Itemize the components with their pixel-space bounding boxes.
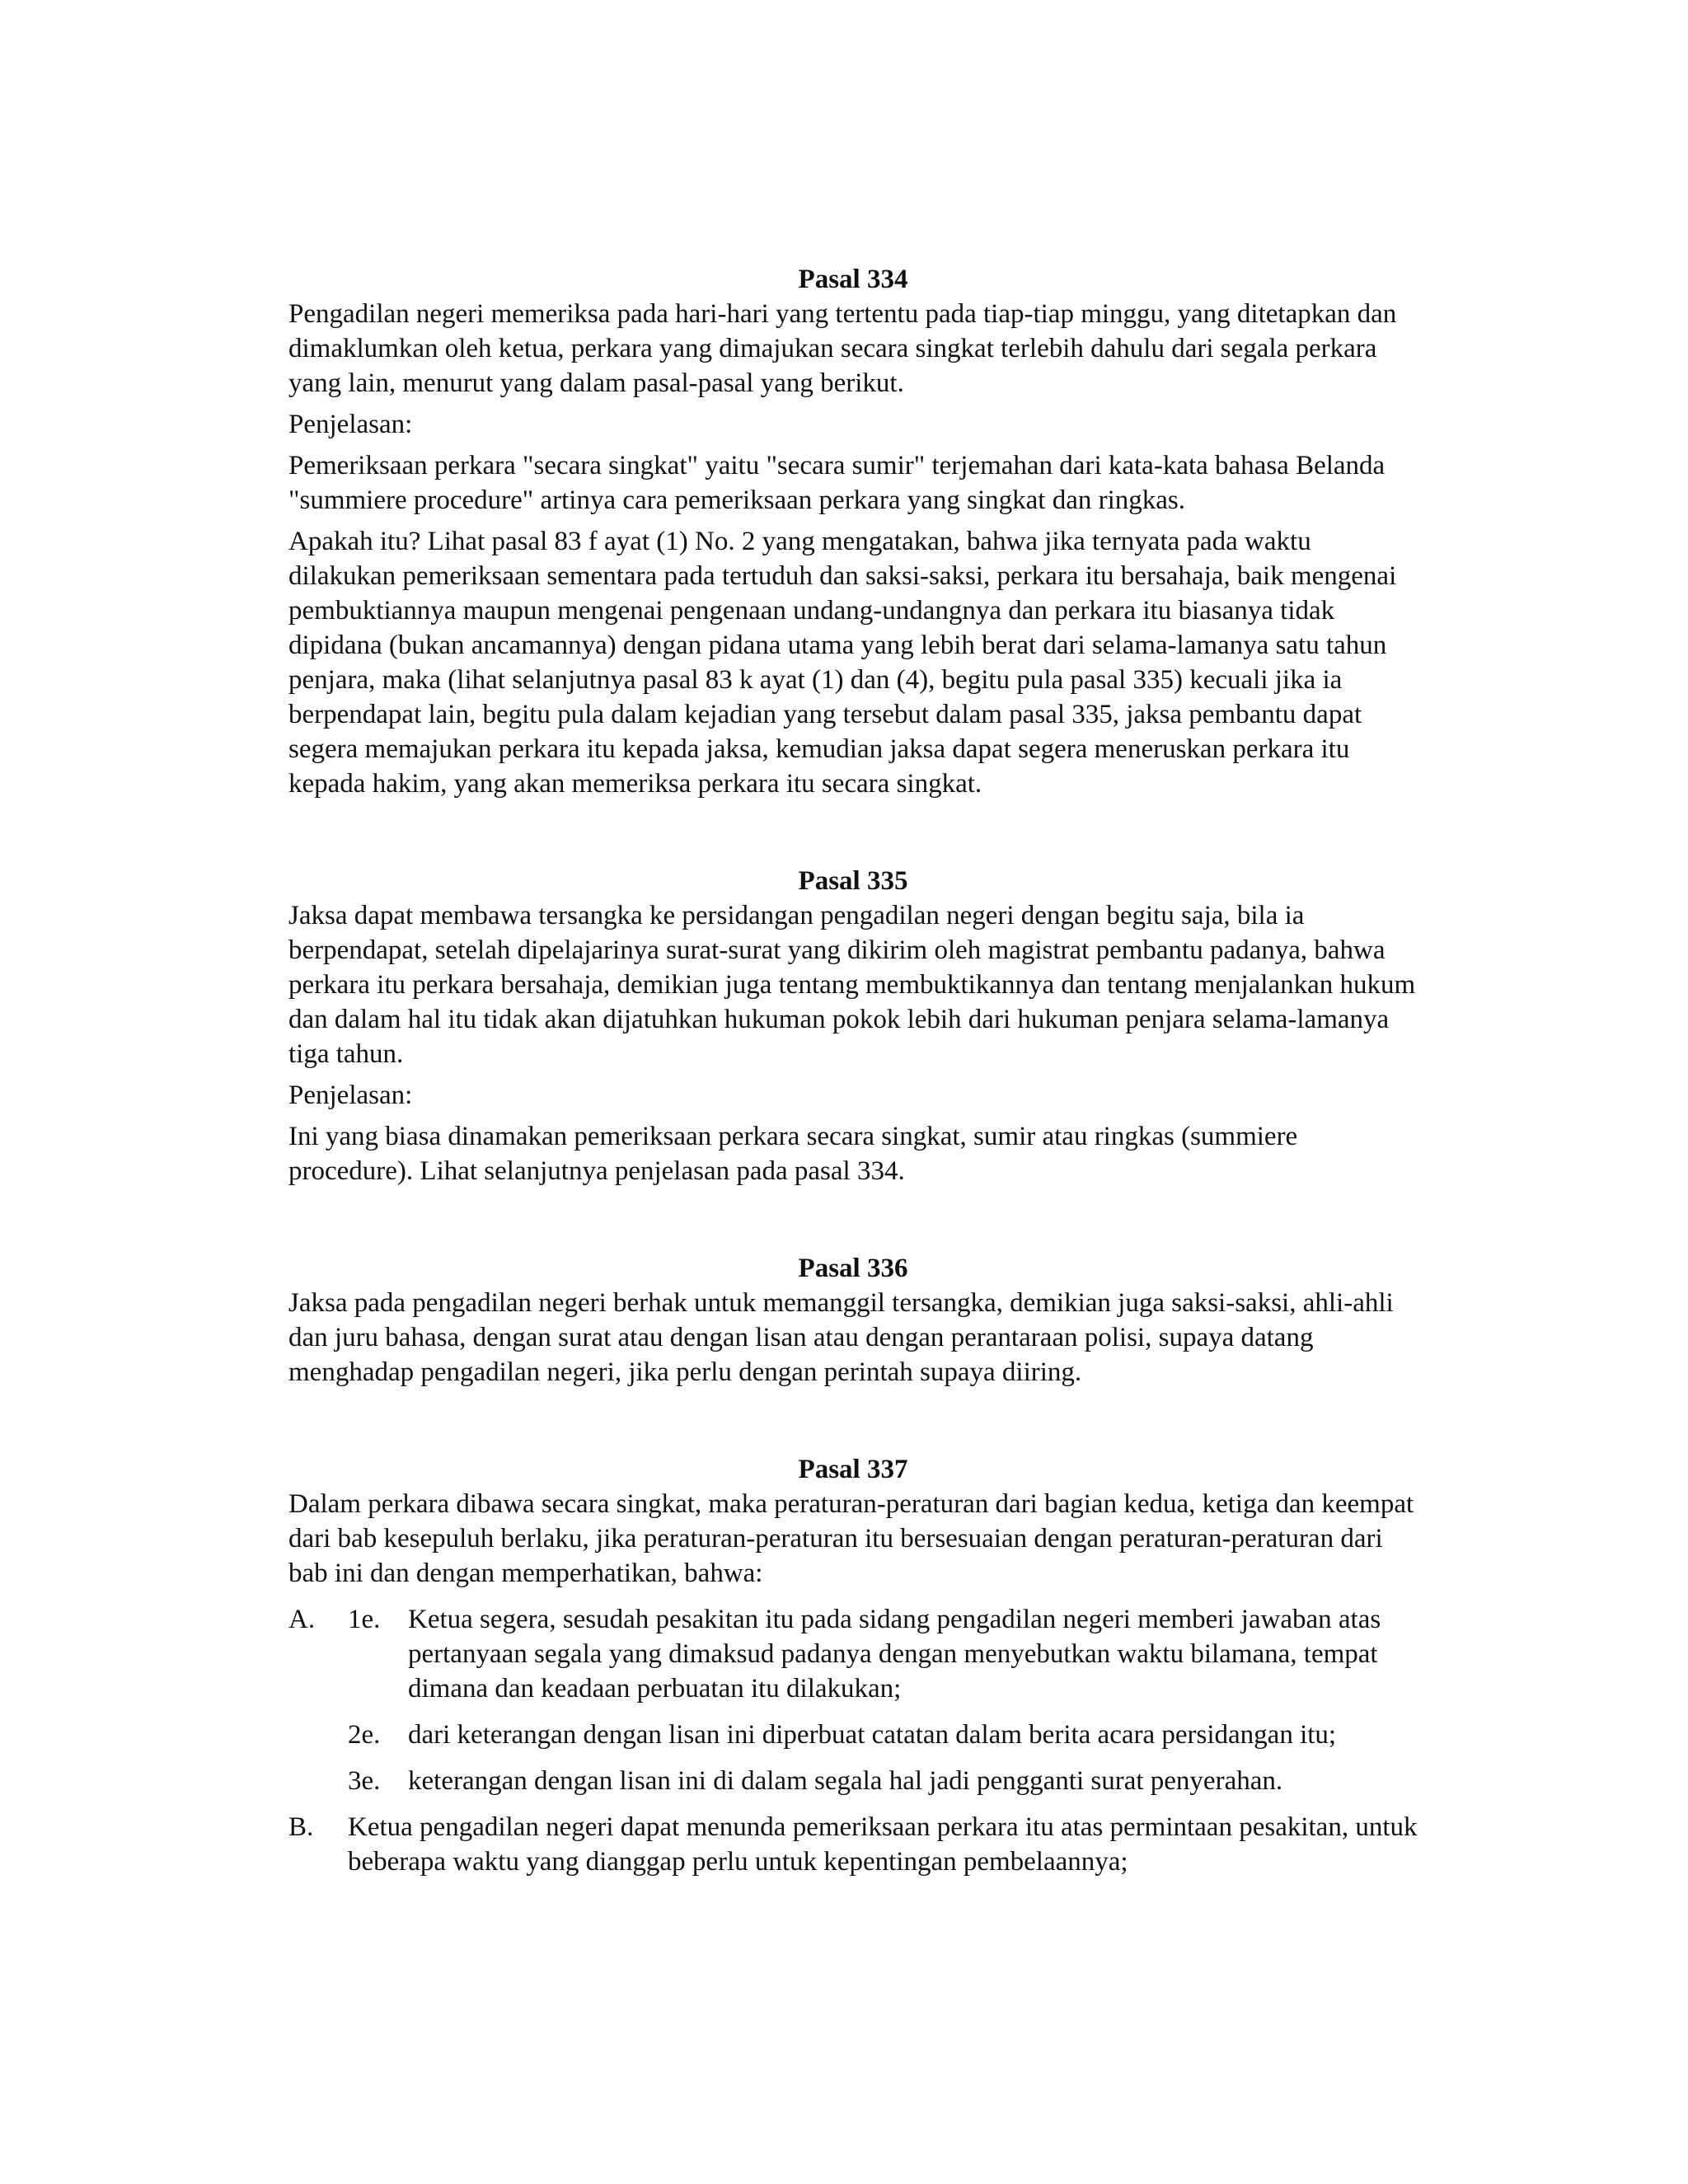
paragraph: Pengadilan negeri memeriksa pada hari-hari yang tertentu pada tiap-tiap minggu, yang ditetapkan dan dimaklumkan oleh ketua, perkara yang dimajukan secara singkat terlebih dahulu dari segala perkara yang lain, menurut yang dalam pasal-pasal yang berikut. (288, 299, 1397, 398)
paragraph: Pemeriksaan perkara "secara singkat" yaitu "secara sumir" terjemahan dari kata-kata bahasa Belanda "summiere procedure" artinya cara pemeriksaan perkara yang singkat dan ringkas. (288, 451, 1386, 515)
paragraph: Jaksa dapat membawa tersangka ke persidangan pengadilan negeri dengan begitu saja, bila ia berpendapat, setelah dipelajarinya surat-surat yang dikirim oleh magistrat pembantu padanya, bahwa perkara itu perkara bersahaja, demikian juga tentang membuktikannya dan tentang menjalankan hukum dan dalam hal itu tidak akan dijatuhkan hukuman pokok lebih dari hukuman penjara selama-lamanya tiga tahun. (288, 901, 1416, 1069)
paragraph: Apakah itu? Lihat pasal 83 f ayat (1) No. 2 yang mengatakan, bahwa jika ternyata pada waktu dilakukan pemeriksaan sementara pada tertuduh dan saksi-saksi, perkara itu bersahaja, baik mengenai pembuktiannya maupun mengenai pengenaan undang-undangnya dan perkara itu biasanya tidak dipidana (bukan ancamannya) dengan pidana utama yang lebih berat dari selama-lamanya satu tahun penjara, maka (lihat selanjutnya pasal 83 k ayat (1) dan (4), begitu pula pasal 335) kecuali jika ia berpendapat lain, begitu pula dalam kejadian yang tersebut dalam pasal 335, jaksa pembantu dapat segera memajukan perkara itu kepada jaksa, kemudian jaksa dapat segera meneruskan perkara itu kepada hakim, yang akan memeriksa perkara itu secara singkat. (288, 527, 1397, 799)
list-item-b (288, 1810, 1418, 1879)
list-subitem (288, 1602, 1418, 1706)
section-pasal-337 (288, 1452, 1418, 1879)
list-subitem (288, 1764, 1418, 1798)
paragraph: Dalam perkara dibawa secara singkat, maka peraturan-peraturan dari bagian kedua, ketiga dan keempat dari bab kesepuluh berlaku, jika peraturan-peraturan itu bersesuaian dengan peraturan-peraturan dari bab ini dan dengan memperhatikan, bahwa: (288, 1489, 1414, 1588)
section-title: Pasal 334 (798, 265, 908, 294)
list-letter: A. (288, 1605, 316, 1634)
list-letter: B. (288, 1812, 314, 1842)
paragraph: Jaksa pada pengadilan negeri berhak untuk memanggil tersangka, demikian juga saksi-saksi, ahli-ahli dan juru bahasa, dengan surat atau dengan lisan atau dengan perantaraan polisi, supaya datang menghadap pengadilan negeri, jika perlu dengan perintah supaya diiring. (288, 1288, 1394, 1387)
section-title: Pasal 336 (798, 1254, 908, 1283)
section-title: Pasal 337 (798, 1455, 908, 1484)
list-text: Ketua pengadilan negeri dapat menunda pemeriksaan perkara itu atas permintaan pesakitan, untuk beberapa waktu yang dianggap perlu untuk kepentingan pembelaannya; (348, 1812, 1418, 1877)
list-number: 2e. (348, 1720, 381, 1750)
document-page (288, 262, 1418, 1879)
list-item-a (288, 1602, 1418, 1798)
section-title: Pasal 335 (798, 866, 908, 896)
list-text: keterangan dengan lisan ini di dalam segala hal jadi pengganti surat penyerahan. (408, 1766, 1283, 1796)
list-subitem (288, 1718, 1418, 1752)
list-text: dari keterangan dengan lisan ini diperbuat catatan dalam berita acara persidangan itu; (408, 1720, 1337, 1750)
section-pasal-335 (288, 864, 1418, 1188)
section-pasal-336 (288, 1251, 1418, 1390)
paragraph: Ini yang biasa dinamakan pemeriksaan perkara secara singkat, sumir atau ringkas (summiere procedure). Lihat selanjutnya penjelasan pada pasal 334. (288, 1122, 1298, 1186)
list-text: Ketua segera, sesudah pesakitan itu pada sidang pengadilan negeri memberi jawaban atas pertanyaan segala yang dimaksud padanya dengan menyebutkan waktu bilamana, tempat dimana dan keadaan perbuatan itu dilakukan; (408, 1605, 1381, 1704)
list-number: 1e. (348, 1605, 381, 1634)
explanation-label: Penjelasan: (288, 410, 413, 439)
section-pasal-334 (288, 262, 1418, 801)
explanation-label: Penjelasan: (288, 1080, 413, 1110)
list-number: 3e. (348, 1766, 381, 1796)
